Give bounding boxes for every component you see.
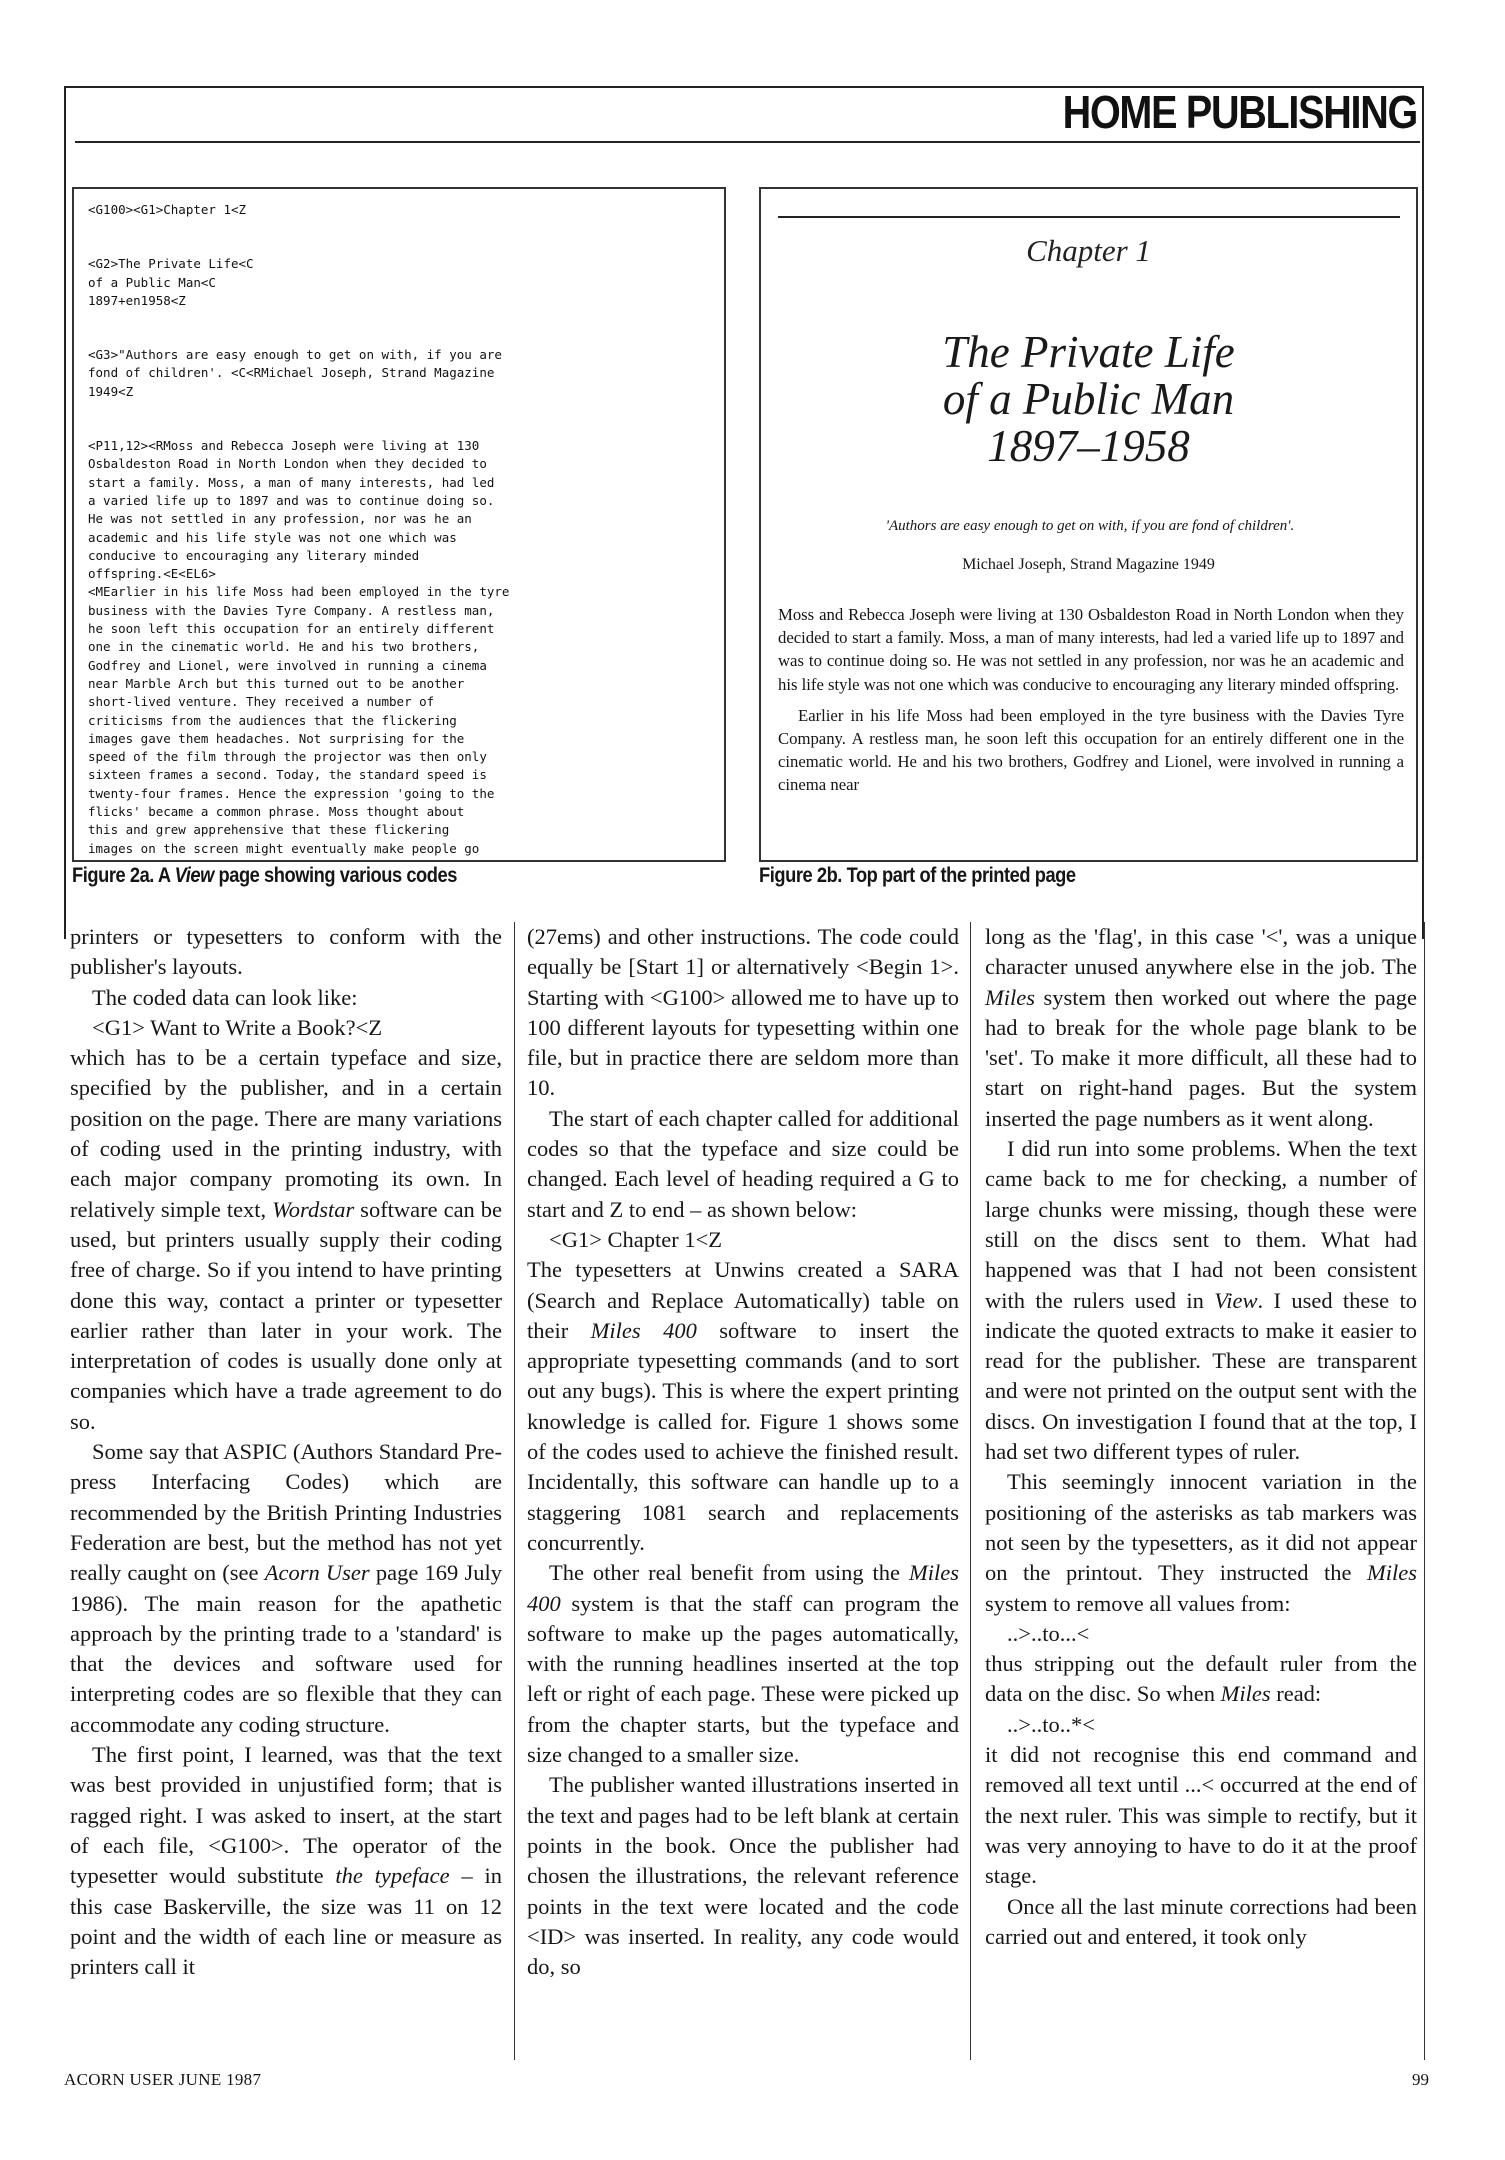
article-column-3 bbox=[985, 922, 1417, 1952]
code-example: ..>..to..*< bbox=[1007, 1711, 1095, 1737]
text-run: . I used these to indicate the quoted extracts to make it easier to read for the publisher. These are transparent and were not printed on the output sent with the discs. On investigation I found that at the top, I had set two different types of ruler. bbox=[985, 1287, 1418, 1465]
page-frame-left bbox=[64, 86, 66, 939]
text-run: system to remove all values from: bbox=[985, 1590, 1291, 1616]
code-example: <G1> Want to Write a Book?<Z bbox=[92, 1014, 383, 1040]
text-run: page 169 July 1986). The main reason for the apathetic approach by the printing trade to a 'standard' is that the devices and software used for interpreting codes are so flexible that they can accommodate any coding structure. bbox=[70, 1560, 503, 1737]
text-run: Some say that ASPIC (Authors Standard Pre-press Interfacing Codes) which are recommended by the British Printing Industries Federation are best, but the method has not yet really caught on (see bbox=[70, 1439, 502, 1586]
paragraph bbox=[70, 1740, 502, 1982]
text-run: software can be used, but printers usually supply their coding free of charge. So if you intend to have printing done this way, contact a printer or typesetter earlier rather than later in your work. The interpretation of codes is usually done only at companies which have a trade agreement to do so. bbox=[70, 1196, 502, 1434]
figure-2a-caption bbox=[72, 864, 457, 888]
italic-text: View bbox=[1214, 1287, 1258, 1313]
text-run: I did run into some problems. When the text came back to me for checking, a number of large chunks were missing, though these were still on the discs sent to them. What had happened was that I had not been consistent with the rulers used in bbox=[985, 1136, 1417, 1313]
italic-text: the typeface bbox=[335, 1863, 450, 1889]
italic-text: Wordstar bbox=[272, 1196, 355, 1222]
paragraph bbox=[985, 1134, 1417, 1467]
code-block-title: <G2>The Private Life<C of a Public Man<C 1897+en1958<Z bbox=[88, 256, 254, 308]
section-title: HOME PUBLISHING bbox=[1062, 86, 1417, 138]
title-line: 1897–1958 bbox=[987, 421, 1190, 471]
printed-body-text bbox=[778, 603, 1404, 797]
text-run: system is that the staff can program the software to make up the pages automatically, with the running headlines inserted at the top left or right of each page. These were picked up from the chapter starts, but the typeface and size changed to a smaller size. bbox=[527, 1590, 959, 1768]
column-rule bbox=[970, 922, 971, 2060]
paragraph bbox=[985, 1467, 1417, 1618]
caption-italic: View bbox=[174, 864, 214, 887]
paragraph bbox=[985, 922, 1417, 1134]
code-block-quote: <G3>"Authors are easy enough to get on with, if you are fond of children'. <C<RMichael Joseph, Strand Magazine 1949<Z bbox=[88, 347, 502, 399]
italic-text: Miles bbox=[985, 984, 1035, 1010]
text-run: long as the 'flag', in this case '<', was a unique character unused anywhere else in the job. The bbox=[985, 924, 1417, 980]
paragraph bbox=[527, 1558, 959, 1770]
code-block-body: <P11,12><RMoss and Rebecca Joseph were living at 130 Osbaldeston Road in North London when they decided to start a family. Moss, a man of many interests, had led a varied life up to 1897 and was to continue doing so. He was not settled in any profession, nor was he an academic and his life style was not one which was conducive to encouraging any literary minded offspring.<E<EL6> <MEarlier in his life Moss had been employed in the tyre business with the Davies Tyre Company. A restless man, he soon left this occupation for an entirely different one in the cinematic world. He and his two brothers, Godfrey and Lionel, were involved in running a cinema near Marble Arch but this turned out to be another short-lived venture. They received a number of criticisms from the audiences that the flickering images gave them headaches. Not surprising for the speed of the film through the projector was then only sixteen frames a second. Today, the standard speed is twenty-four frames. Hence the expression 'going to the flicks' became a common phrase. Moss thought about this and grew apprehensive that these flickering images on the screen might eventually make people go bbox=[88, 438, 510, 856]
text-run: system then worked out where the page had to break for the whole page blank to be 'set'. To make it more difficult, all these had to start on right-hand pages. But the system inserted the page numbers as it went along. bbox=[985, 984, 1417, 1131]
text-run: which has to be a certain typeface and size, specified by the publisher, and in a certain position on the page. There are many variations of coding used in the printing industry, with each major company promoting its own. In relatively simple text, bbox=[70, 1045, 502, 1222]
article-column-1 bbox=[70, 922, 502, 1982]
caption-text: page showing various codes bbox=[213, 864, 457, 887]
text-run: software to insert the appropriate typesetting commands (and to sort out any bugs). This is where the expert printing knowledge is called for. Figure 1 shows some of the codes used to achieve the finished result. Incidentally, this software can handle up to a staggering 1081 search and replacements concurrently. bbox=[527, 1317, 959, 1555]
caption-text: Figure 2a. A bbox=[72, 864, 175, 887]
italic-text: Miles 400 bbox=[590, 1317, 697, 1343]
code-block-chapter: <G100><G1>Chapter 1<Z bbox=[88, 202, 247, 217]
code-example: ..>..to...< bbox=[1007, 1620, 1090, 1646]
footer-magazine: ACORN USER JUNE 1987 bbox=[64, 2070, 262, 2089]
printed-chapter-label: Chapter 1 bbox=[1026, 233, 1151, 268]
printed-epigraph-source: Michael Joseph, Strand Magazine 1949 bbox=[962, 556, 1215, 573]
italic-text: Miles bbox=[1367, 1560, 1417, 1586]
italic-text: Miles 400 bbox=[527, 1560, 959, 1616]
paragraph bbox=[985, 1649, 1417, 1710]
paragraph: Once all the last minute corrections had been carried out and entered, it took only bbox=[985, 1893, 1417, 1949]
paragraph bbox=[70, 1437, 502, 1740]
text-run: The typesetters at Unwins created a SARA (Search and Replace Automatically) table on their bbox=[527, 1257, 959, 1343]
text-run: read: bbox=[1270, 1681, 1322, 1707]
paragraph bbox=[527, 1255, 959, 1558]
column-rule bbox=[514, 922, 515, 2060]
printed-page-rule bbox=[778, 216, 1400, 218]
paragraph: (27ems) and other instructions. The code could equally be [Start 1] or alternatively <Begin 1>. Starting with <G100> allowed me to have up to 100 different layouts for typesetting within one file, but in practice there are seldom more than 10. bbox=[527, 924, 959, 1101]
article-column-2 bbox=[527, 922, 959, 1982]
paragraph: The coded data can look like: bbox=[92, 984, 358, 1010]
footer-page-number: 99 bbox=[1412, 2070, 1429, 2089]
paragraph: printers or typesetters to conform with the publisher's layouts. bbox=[70, 924, 502, 980]
paragraph: The publisher wanted illustrations inserted in the text and pages had to be left blank at certain points in the book. Once the publisher had chosen the illustrations, the relevant reference points in the text were located and the code <ID> was inserted. In reality, any code would do, so bbox=[527, 1772, 959, 1980]
paragraph: it did not recognise this end command and removed all text until ...< occurred at the end of the next ruler. This was simple to rectify, but it was very annoying to have to do it at the proof stage. bbox=[985, 1742, 1417, 1889]
printed-paragraph: Earlier in his life Moss had been employed in the tyre business with the Davies Tyre Company. A restless man, he soon left this occupation for an entirely different one in the cinematic world. He and his two brothers, Godfrey and Lionel, were involved in running a cinema near bbox=[778, 705, 1404, 795]
printed-chapter-title bbox=[761, 329, 1416, 470]
paragraph: The start of each chapter called for additional codes so that the typeface and size could be changed. Each level of heading required a G to start and Z to end – as shown below: bbox=[527, 1105, 959, 1222]
title-line: of a Public Man bbox=[942, 374, 1235, 424]
column-rule bbox=[1424, 922, 1425, 2060]
italic-text: Miles bbox=[1220, 1681, 1271, 1707]
text-run: This seemingly innocent variation in the positioning of the asterisks as tab markers was not seen by the typesetters, as it did not appear on the printout. They instructed the bbox=[985, 1469, 1417, 1586]
figure-2a-code-listing bbox=[72, 187, 726, 862]
page-frame-right bbox=[1422, 86, 1424, 939]
printed-epigraph: 'Authors are easy enough to get on with, if you are fond of children'. bbox=[885, 518, 1295, 534]
text-run: – in this case Baskerville, the size was 11 on 12 point and the width of each line or measure as printers call it bbox=[70, 1863, 503, 1980]
title-line: The Private Life bbox=[942, 327, 1235, 377]
italic-text: Acorn User bbox=[264, 1560, 370, 1586]
text-run: thus stripping out the default ruler from the data on the disc. So when bbox=[985, 1651, 1417, 1707]
figure-2b-printed-page bbox=[759, 187, 1418, 862]
printed-paragraph: Moss and Rebecca Joseph were living at 130 Osbaldeston Road in North London when they decided to start a family. Moss, a man of many interests, had led a varied life up to 1897 and was to continue doing so. He was not settled in any profession, nor was he an academic and his life style was not one which was conducive to encouraging any literary minded offspring. bbox=[778, 605, 1404, 694]
figure-2b-caption: Figure 2b. Top part of the printed page bbox=[759, 864, 1076, 887]
text-run: The first point, I learned, was that the text was best provided in unjustified form; that is ragged right. I was asked to insert, at the start of each file, <G100>. The operator of the typesetter would substitute bbox=[70, 1742, 502, 1889]
paragraph bbox=[70, 1043, 502, 1437]
code-example: <G1> Chapter 1<Z bbox=[549, 1226, 723, 1252]
text-run: The other real benefit from using the bbox=[549, 1560, 909, 1586]
header-rule bbox=[75, 141, 1420, 143]
